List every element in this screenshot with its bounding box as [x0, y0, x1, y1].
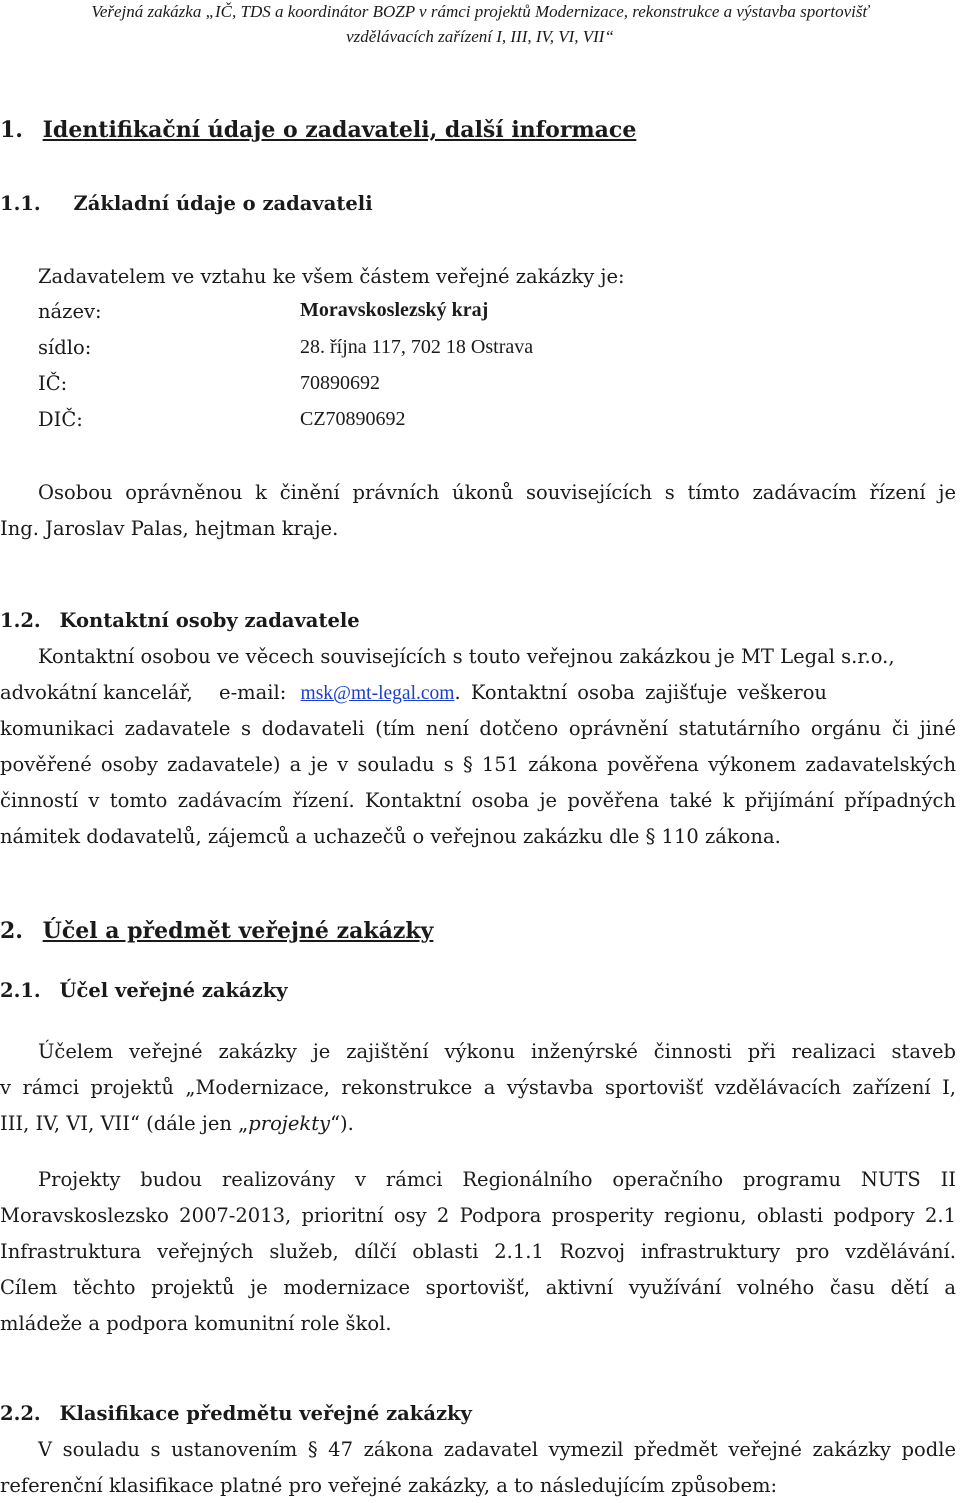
section-number: 2.2. — [0, 1402, 41, 1425]
section-number: 1. — [0, 117, 23, 143]
purpose-line1: Účelem veřejné zakázky je zajištění výkonu inženýrské činnosti při realizaci staveb — [38, 1040, 956, 1063]
section-number: 1.2. — [0, 609, 41, 632]
address-label: sídlo: — [38, 336, 92, 359]
ico-value: 70890692 — [300, 372, 380, 394]
section-number: 2.1. — [0, 979, 41, 1002]
program-line5: mládeže a podpora komunitní role škol. — [0, 1312, 392, 1335]
section-number: 1.1. — [0, 192, 41, 215]
contact-duty-text: . Kontaktní osoba zajišťuje veškerou — [454, 681, 827, 704]
program-line3: Infrastruktura veřejných služeb, dílčí oblasti 2.1.1 Rozvoj infrastruktury pro vzdělávání. — [0, 1240, 956, 1263]
contact-line1: Kontaktní osobou ve věcech souvisejících s touto veřejnou zakázkou je MT Legal s.r.o., — [38, 645, 895, 668]
name-value: Moravskoslezský kraj — [300, 299, 489, 321]
purpose-text: III, IV, VI, VII“ (dále jen „ — [0, 1112, 249, 1135]
program-line1: Projekty budou realizovány v rámci Regionálního operačního programu NUTS II — [38, 1168, 956, 1191]
section-title: Základní údaje o zadavateli — [73, 192, 373, 215]
projects-term: projekty — [248, 1112, 331, 1135]
section-1-1-heading — [0, 192, 373, 216]
purpose-line2: v rámci projektů „Modernizace, rekonstrukce a výstavba sportovišť vzdělávacích zařízení I, — [0, 1076, 956, 1099]
section-title: Identifikační údaje o zadavateli, další informace — [42, 117, 637, 143]
dic-label: DIČ: — [38, 408, 83, 431]
section-title: Kontaktní osoby zadavatele — [59, 609, 360, 632]
purpose-text-end: “). — [330, 1112, 354, 1135]
running-header-line2: vzdělávacích zařízení I, III, IV, VI, VII“ — [346, 27, 614, 46]
section-1-2-heading — [0, 609, 360, 633]
dic-value: CZ70890692 — [300, 408, 406, 430]
contact-line2 — [0, 681, 956, 706]
authorized-person-line1: Osobou oprávněnou k činění právních úkonů souvisejících s tímto zadávacím řízení je — [38, 481, 956, 504]
name-label: název: — [38, 300, 102, 323]
authorized-person-line2: Ing. Jaroslav Palas, hejtman kraje. — [0, 517, 339, 540]
contact-line5: činností v tomto zadávacím řízení. Kontaktní osoba je pověřena také k přijímání případných — [0, 789, 956, 812]
email-link[interactable]: msk@mt-legal.com — [300, 683, 455, 704]
purpose-line3 — [0, 1112, 354, 1136]
law-firm-text: advokátní kancelář, — [0, 681, 193, 704]
section-title: Účel veřejné zakázky — [59, 979, 288, 1002]
contact-line3: komunikaci zadavatele s dodavateli (tím není dotčeno oprávnění statutárního orgánu či jiné — [0, 717, 956, 740]
classification-line1: V souladu s ustanovením § 47 zákona zadavatel vymezil předmět veřejné zakázky podle — [38, 1438, 956, 1461]
section-2-2-heading — [0, 1402, 472, 1426]
address-value: 28. října 117, 702 18 Ostrava — [300, 336, 534, 358]
section-2-1-heading — [0, 979, 288, 1003]
classification-line2: referenční klasifikace platné pro veřejné zakázky, a to následujícím způsobem: — [0, 1474, 778, 1497]
section-title: Klasifikace předmětu veřejné zakázky — [59, 1402, 472, 1425]
section-1-heading — [0, 118, 636, 142]
program-line4: Cílem těchto projektů je modernizace sportovišť, aktivní využívání volného času dětí a — [0, 1276, 956, 1299]
running-header-line1: Veřejná zakázka „IČ, TDS a koordinátor BOZP v rámci projektů Modernizace, rekonstrukce a výstavba sportovišť — [91, 2, 869, 21]
email-label: e-mail: — [219, 681, 287, 704]
section-2-heading — [0, 919, 433, 943]
ico-label: IČ: — [38, 372, 68, 395]
section-title: Účel a předmět veřejné zakázky — [42, 918, 434, 944]
program-line2: Moravskoslezsko 2007-2013, prioritní osy 2 Podpora prosperity regionu, oblasti podpory 2.1 — [0, 1204, 956, 1227]
contact-line6: námitek dodavatelů, zájemců a uchazečů o veřejnou zakázku dle § 110 zákona. — [0, 825, 781, 848]
contact-line4: pověřené osoby zadavatele) a je v souladu s § 151 zákona pověřena výkonem zadavatelských — [0, 753, 956, 776]
section-number: 2. — [0, 918, 23, 944]
contracting-authority-intro: Zadavatelem ve vztahu ke všem částem veřejné zakázky je: — [38, 265, 625, 288]
